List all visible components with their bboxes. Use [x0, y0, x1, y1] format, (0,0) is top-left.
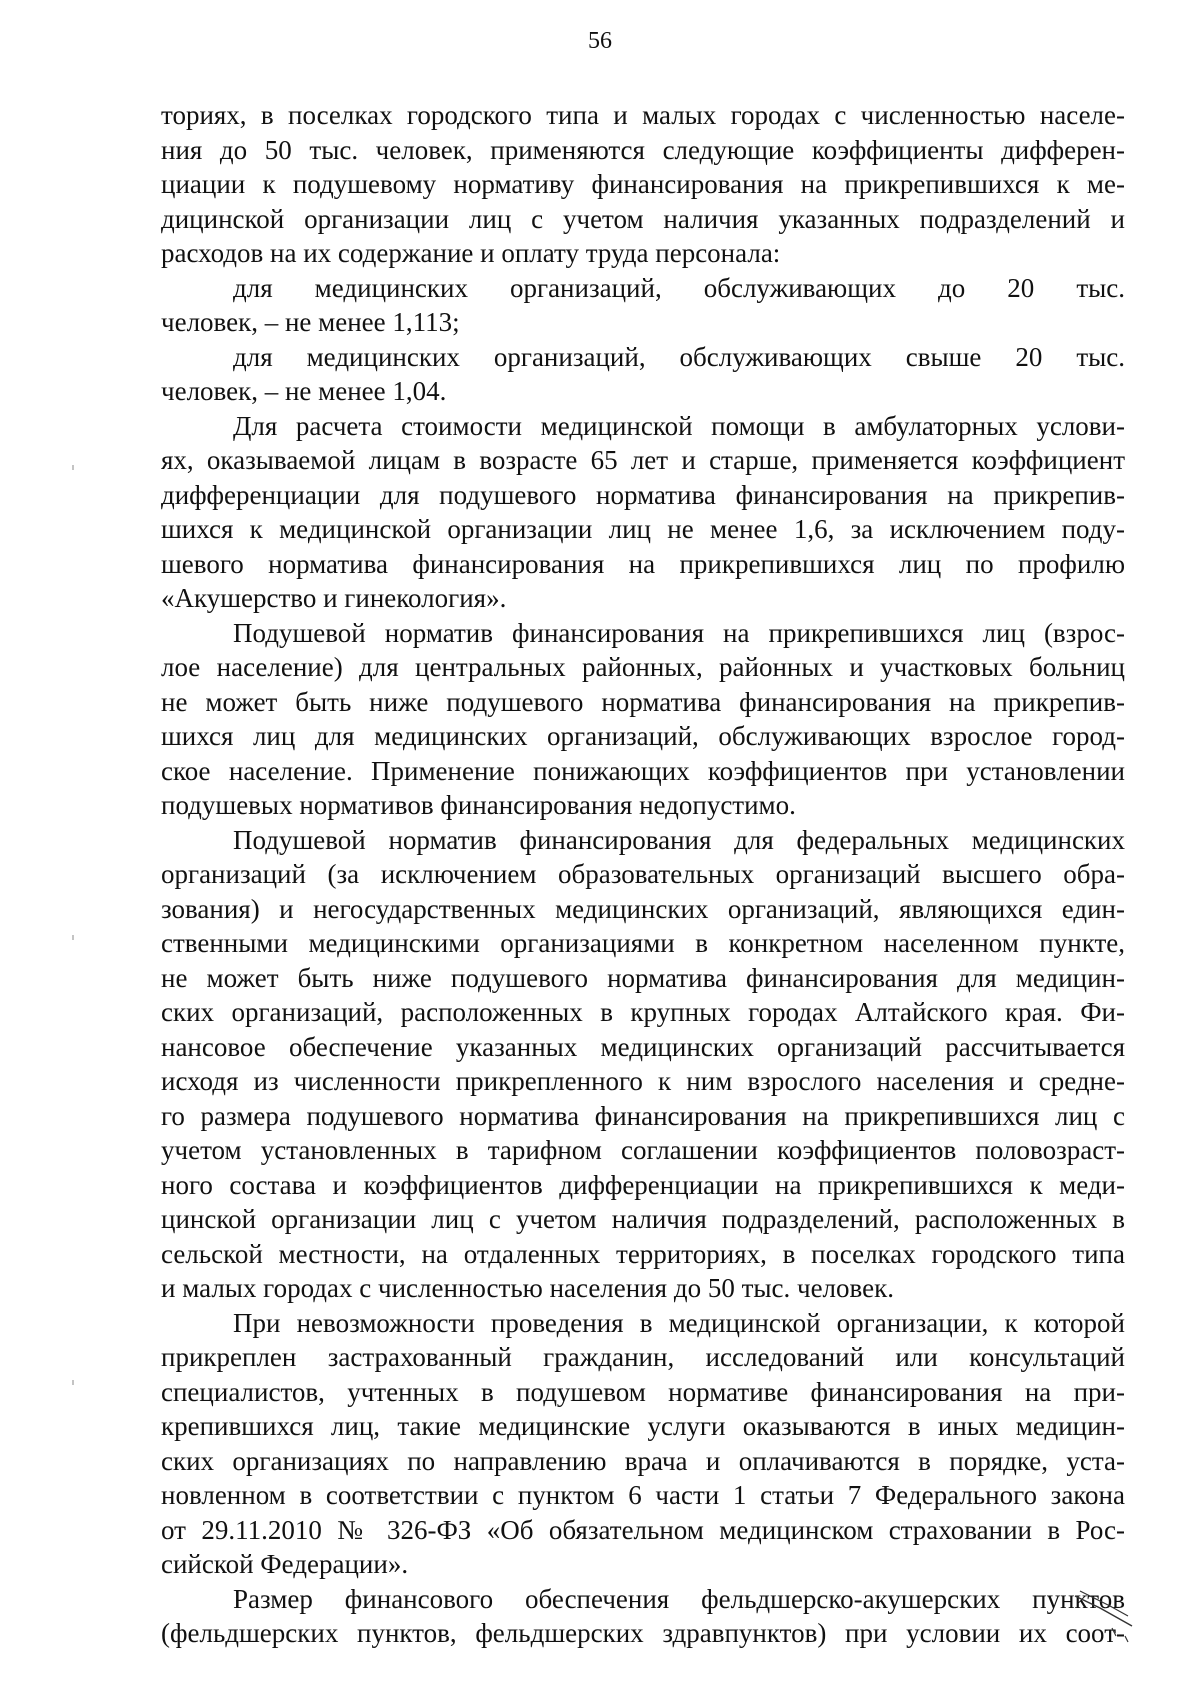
text-line: нансовое обеспечение указанных медицинских организаций рассчитывается: [161, 1031, 1125, 1062]
text-line: ских организациях по направлению врача и оплачиваются в порядке, уста-: [161, 1445, 1125, 1476]
text-line: ториях, в поселках городского типа и малых городах с численностью населе-: [161, 100, 1125, 130]
text-line: Подушевой норматив финансирования для федеральных медицинских: [233, 824, 1125, 855]
text-line: для медицинских организаций, обслуживающих до 20 тыс.: [233, 272, 1125, 303]
paragraph: [161, 340, 1125, 409]
paragraph: [161, 271, 1125, 340]
text-line: го размера подушевого норматива финансирования на прикрепившихся лиц с: [161, 1100, 1125, 1131]
text-line: для медицинских организаций, обслуживающих свыше 20 тыс.: [233, 341, 1125, 372]
text-line: дицинской организации лиц с учетом наличия указанных подразделений и: [161, 203, 1125, 234]
text-line: новленном в соответствии с пунктом 6 части 1 статьи 7 Федерального закона: [161, 1480, 1125, 1510]
text-line: «Акушерство и гинекология».: [161, 583, 507, 613]
text-line: организаций (за исключением образовательных организаций высшего обра-: [161, 859, 1125, 889]
text-line: не может быть ниже подушевого норматива финансирования для медицин-: [161, 962, 1125, 993]
text-line: ское население. Применение понижающих коэффициентов при установлении: [161, 755, 1125, 786]
text-line: расходов на их содержание и оплату труда персонала:: [161, 238, 781, 268]
text-line: шихся лиц для медицинских организаций, обслуживающих взрослое город-: [161, 721, 1125, 751]
text-line: ях, оказываемой лицам в возрасте 65 лет и старше, применяется коэффициент: [161, 445, 1125, 475]
text-line: ния до 50 тыс. человек, применяются следующие коэффициенты дифферен-: [161, 134, 1125, 165]
text-line: ного состава и коэффициентов дифференциации на прикрепившихся к меди-: [161, 1169, 1125, 1200]
text-line: сельской местности, на отдаленных территориях, в поселках городского типа: [161, 1238, 1125, 1269]
page-number: 56: [588, 28, 612, 54]
text-line: специалистов, учтенных в подушевом нормативе финансирования на при-: [161, 1376, 1125, 1407]
text-line: цинской организации лиц с учетом наличия подразделений, расположенных в: [161, 1204, 1125, 1234]
text-line: шевого норматива финансирования на прикрепившихся лиц по профилю: [161, 548, 1125, 579]
text-line: При невозможности проведения в медицинской организации, к которой: [233, 1307, 1125, 1338]
handwritten-mark-icon: [1070, 1586, 1140, 1646]
text-line: учетом установленных в тарифном соглашении коэффициентов половозраст-: [161, 1135, 1125, 1165]
text-line: Подушевой норматив финансирования на прикрепившихся лиц (взрос-: [233, 617, 1125, 648]
paragraph: [161, 1306, 1125, 1582]
text-line: крепившихся лиц, такие медицинские услуги оказываются в иных медицин-: [161, 1411, 1125, 1441]
text-line: исходя из численности прикрепленного к ним взрослого населения и средне-: [161, 1066, 1125, 1096]
text-line: Для расчета стоимости медицинской помощи в амбулаторных услови-: [233, 410, 1125, 441]
text-line: прикреплен застрахованный гражданин, исследований или консультаций: [161, 1342, 1125, 1372]
text-line: подушевых нормативов финансирования недопустимо.: [161, 790, 796, 820]
paragraph: [161, 823, 1125, 1306]
paragraph: [161, 98, 1125, 271]
text-line: ственными медицинскими организациями в конкретном населенном пункте,: [161, 928, 1125, 958]
text-line: человек, – не менее 1,113;: [161, 307, 460, 337]
text-line: человек, – не менее 1,04.: [161, 376, 447, 406]
text-line: не может быть ниже подушевого норматива финансирования на прикрепив-: [161, 686, 1125, 717]
paragraph: [161, 616, 1125, 823]
document-body: [161, 98, 1125, 1651]
text-line: зования) и негосударственных медицинских организаций, являющихся един-: [161, 893, 1125, 924]
text-line: от 29.11.2010 № 326-ФЗ «Об обязательном медицинском страховании в Рос-: [161, 1514, 1125, 1545]
text-line: сийской Федерации».: [161, 1549, 409, 1579]
text-line: и малых городах с численностью населения до 50 тыс. человек.: [161, 1273, 894, 1303]
text-line: Размер финансового обеспечения фельдшерско-акушерских пунктов: [233, 1583, 1125, 1614]
text-line: циации к подушевому нормативу финансирования на прикрепившихся к ме-: [161, 169, 1125, 199]
paragraph: [161, 409, 1125, 616]
text-line: дифференциации для подушевого норматива финансирования на прикрепив-: [161, 479, 1125, 510]
text-line: шихся к медицинской организации лиц не менее 1,6, за исключением поду-: [161, 514, 1125, 544]
text-line: (фельдшерских пунктов, фельдшерских здравпунктов) при условии их соот-: [161, 1618, 1125, 1648]
text-line: лое население) для центральных районных, районных и участковых больниц: [161, 652, 1125, 682]
text-line: ских организаций, расположенных в крупных городах Алтайского края. Фи-: [161, 997, 1125, 1027]
scan-edge-marks: [70, 0, 76, 1696]
paragraph: [161, 1582, 1125, 1651]
